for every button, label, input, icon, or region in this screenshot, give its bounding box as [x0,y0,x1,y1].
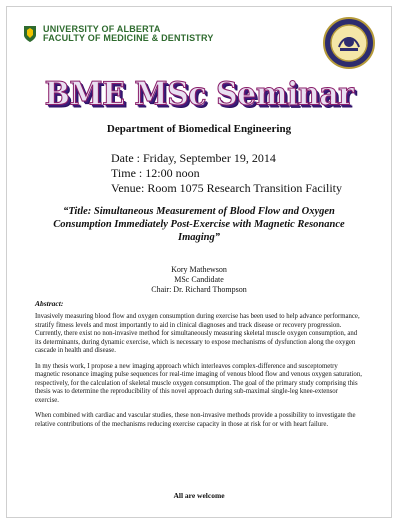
session-chair: Chair: Dr. Richard Thompson [151,285,247,294]
ua-shield-icon [23,25,37,43]
abstract-paragraph-1: Invasively measuring blood flow and oxygen consumption during exercise has been used to help advance performance, stratify fitness levels and most importantly to aid in clinical diagnoses and track disease or recovery progression. Currently, there exist no non-invasive method for simultaneously measuring skeletal muscle oxygen consumption, and its determinants, during dynamic exercise, which is necessary to expose mechanisms of dysfunction along the oxygen cascade in health and disease. [35,313,360,354]
poster-title-wrap [7,77,391,112]
speaker-block [7,265,391,295]
event-details [111,151,342,196]
event-date: Date : Friday, September 19, 2014 [111,151,276,165]
speaker-name: Kory Mathewson [171,265,227,274]
abstract-body [35,313,363,436]
poster-title: BME MSc Seminar [44,76,354,113]
engineering-seal-icon [323,17,375,69]
university-name [43,25,214,44]
abstract-label: Abstract: [35,299,64,308]
poster-page [6,6,392,518]
talk-title: “Title: Simultaneous Measurement of Blood Flow and Oxygen Consumption Immediately Post-Exercise with Magnetic Resonance Imaging” [53,206,345,243]
event-venue: Venue: Room 1075 Research Transition Facility [111,181,342,195]
speaker-role: MSc Candidate [174,275,224,284]
closing-note: All are welcome [173,491,225,500]
department-heading: Department of Biomedical Engineering [106,123,292,135]
university-line2: FACULTY OF MEDICINE & DENTISTRY [43,33,214,44]
event-time: Time : 12:00 noon [111,166,200,180]
abstract-paragraph-3: When combined with cardiac and vascular studies, these non-invasive methods provide a possibility to investigate the relative contributions of the mechanisms reducing exercise capacity in those at risk for or with heart failure. [35,412,356,428]
university-logo [23,25,214,44]
abstract-paragraph-2: In my thesis work, I propose a new imaging approach which interleaves complex-difference and susceptometry magnetic resonance imaging pulse sequences for real-time imaging of venous blood flow and venous oxygen saturation, respectively, for the calculation of skeletal muscle oxygen consumption. The goal of the primary study comprising this thesis was to determine the reproducibility of this novel approach during sub-maximal single-leg knee-extensor exercise. [35,362,362,404]
university-line1: UNIVERSITY OF ALBERTA [43,24,161,34]
